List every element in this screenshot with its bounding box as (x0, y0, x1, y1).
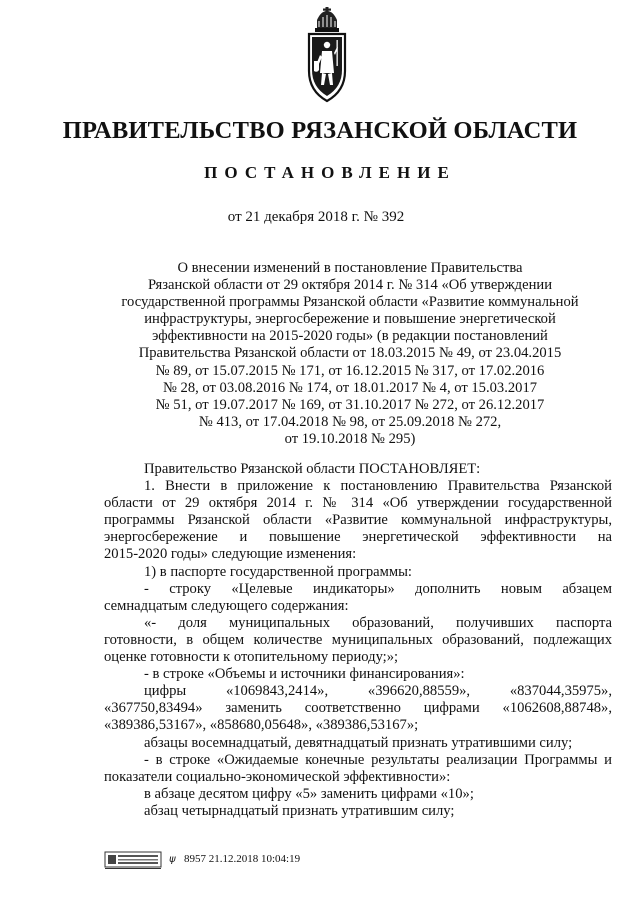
organization-name: ПРАВИТЕЛЬСТВО РЯЗАНСКОЙ ОБЛАСТИ (62, 117, 578, 144)
coat-of-arms-icon (303, 7, 351, 105)
footer-mark: ψ (169, 854, 176, 865)
body-line: цифры «1069843,2414», «396620,88559», «837044,35975», (144, 683, 612, 700)
body-line: энергосбережение и повышение энергетической эффективности на (104, 529, 612, 546)
title-line: № 413, от 17.04.2018 № 98, от 25.09.2018 № 272, (198, 413, 502, 430)
body-line: 1. Внести в приложение к постановлению Правительства Рязанской (144, 478, 612, 495)
body-line: области от 29 октября 2014 г. № 314 «Об утверждении государственной (104, 495, 612, 512)
body-line: - в строке «Объемы и источники финансирования»: (144, 666, 465, 683)
title-line: от 19.10.2018 № 295) (284, 430, 416, 447)
body-line: абзацы восемнадцатый, девятнадцатый признать утратившими силу; (144, 734, 573, 751)
printer-stamp-icon (104, 849, 162, 871)
title-line: О внесении изменений в постановление Правительства (177, 260, 523, 276)
title-line: эффективности на 2015-2020 годы» (в редакции постановлений (152, 328, 548, 345)
body-line: «389386,53167», «858680,05648», «389386,53167»; (104, 717, 419, 734)
title-line: инфраструктуры, энергосбережение и повышение энергетической (144, 311, 556, 328)
document-body (104, 461, 612, 820)
title-line: № 28, от 03.08.2016 № 174, от 18.01.2017 № 4, от 15.03.2017 (162, 379, 538, 396)
body-line: «- доля муниципальных образований, получивших паспорта (144, 614, 612, 631)
body-line: оценке готовности к отопительному периоду;»; (104, 649, 399, 666)
document-type: ПОСТАНОВЛЕНИЕ (204, 163, 456, 182)
title-line: государственной программы Рязанской области «Развитие коммунальной (121, 294, 579, 311)
body-line: 1) в паспорте государственной программы: (144, 563, 412, 580)
body-line: 2015-2020 годы» следующие изменения: (104, 546, 357, 563)
title-line: Рязанской области от 29 октября 2014 г. № 314 «Об утверждении (147, 277, 553, 294)
body-line: Правительство Рязанской области ПОСТАНОВЛЯЕТ: (144, 461, 481, 477)
title-line: Правительства Рязанской области от 18.03.2015 № 49, от 23.04.2015 (138, 345, 562, 362)
title-line: № 89, от 15.07.2015 № 171, от 16.12.2015 № 317, от 17.02.2016 (155, 362, 545, 379)
body-line: программы Рязанской области «Развитие коммунальной инфраструктуры, (104, 512, 612, 529)
body-line: - строку «Целевые индикаторы» дополнить новым абзацем (144, 580, 612, 597)
footer-registration: 8957 21.12.2018 10:04:19 (184, 853, 301, 865)
body-line: семнадцатым следующего содержания: (104, 597, 349, 614)
body-line: показатели социально-экономической эффективности»: (104, 768, 451, 785)
body-line: в абзаце десятом цифру «5» заменить цифрами «10»; (144, 785, 474, 802)
document-footer (104, 849, 364, 871)
body-line: абзац четырнадцатый признать утратившим силу; (144, 802, 455, 819)
body-line: готовности, в общем количестве муниципальных образований, подлежащих (104, 631, 612, 648)
title-line: № 51, от 19.07.2017 № 169, от 31.10.2017 № 272, от 26.12.2017 (155, 396, 545, 413)
document-title (40, 260, 640, 448)
body-line: «367750,83494» заменить соответственно цифрами «1062608,88748», (104, 700, 612, 717)
document-date-number: от 21 декабря 2018 г. № 392 (227, 209, 405, 225)
body-line: - в строке «Ожидаемые конечные результаты реализации Программы и (144, 751, 612, 768)
